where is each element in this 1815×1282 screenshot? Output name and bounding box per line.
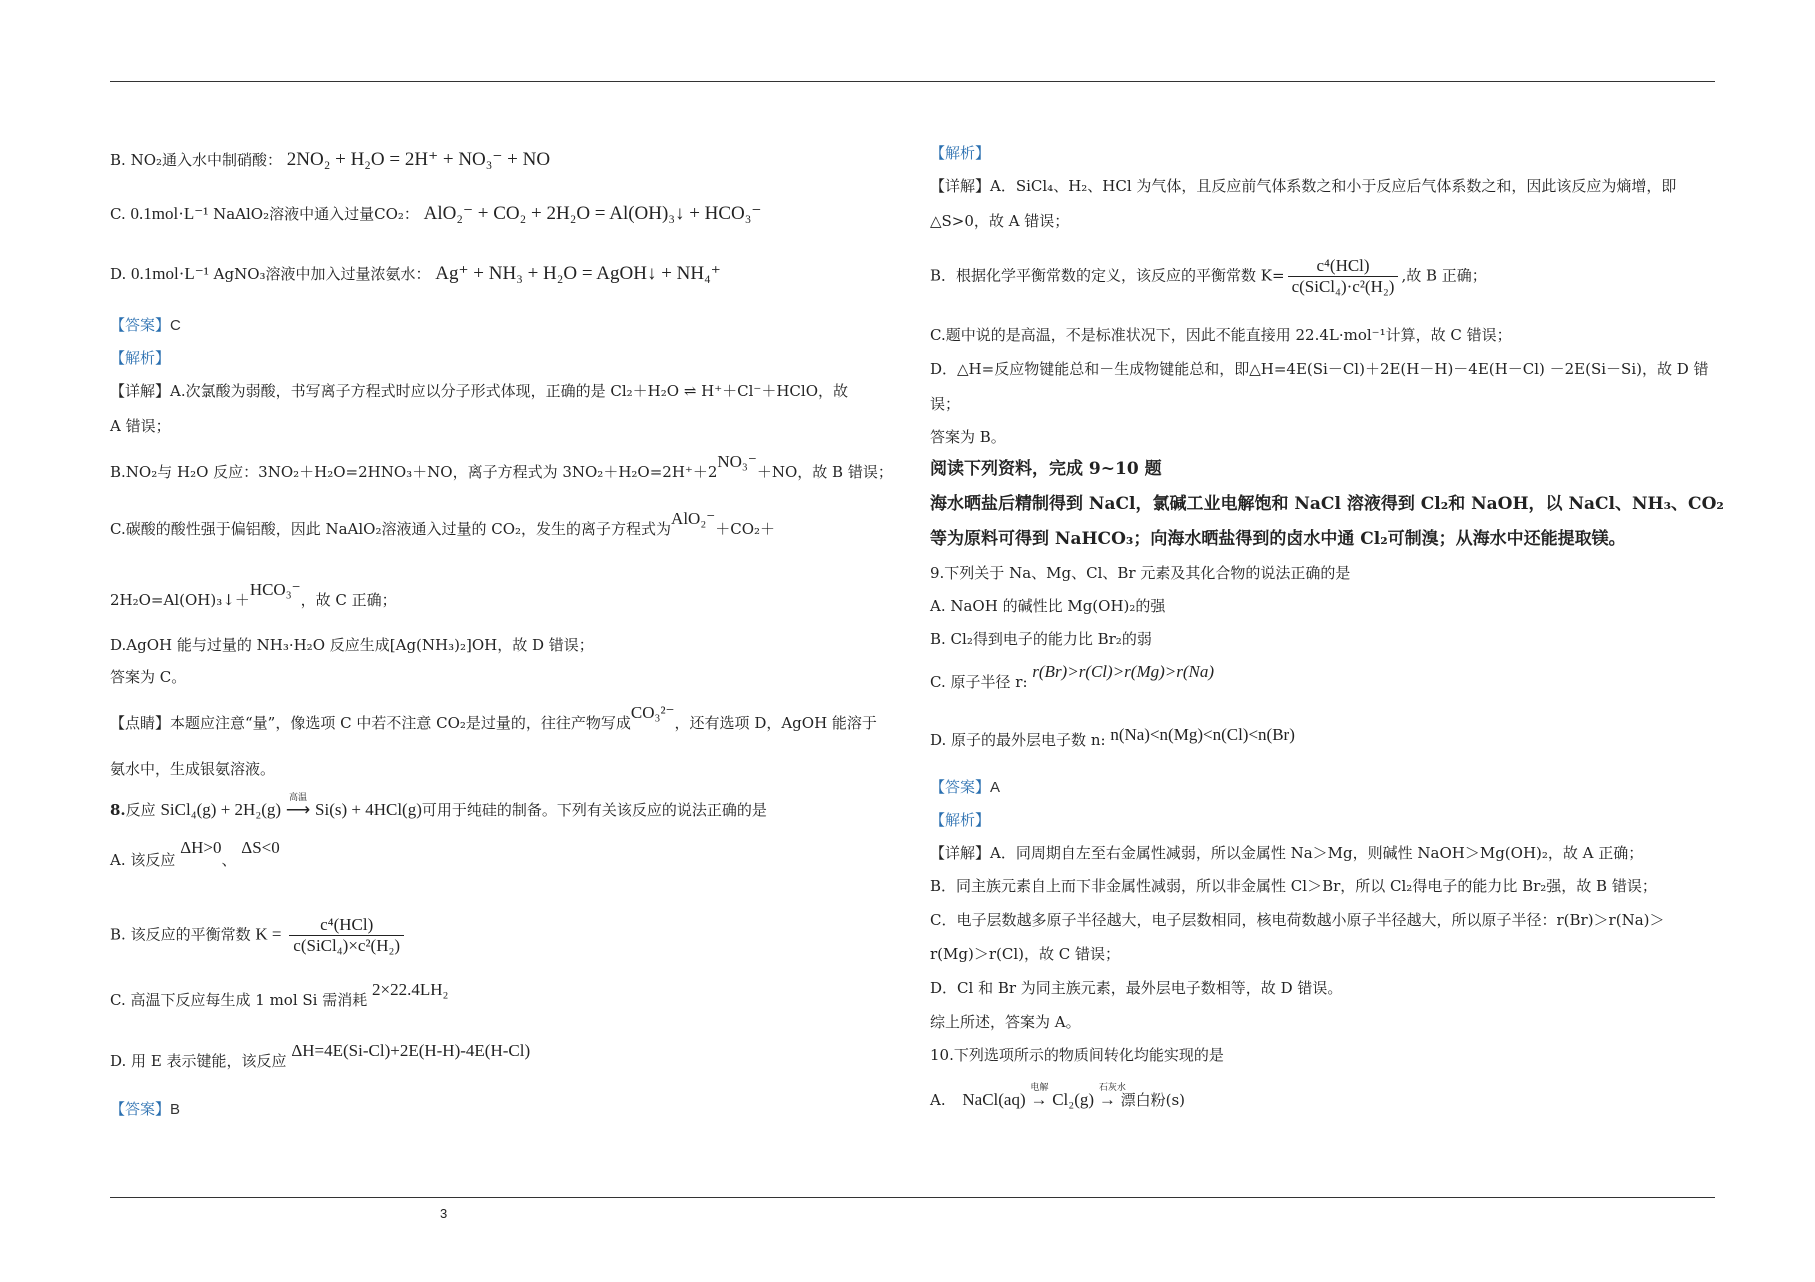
- reaction-arrow: 电解 →: [1030, 1090, 1047, 1110]
- equation: K =: [255, 924, 282, 944]
- fraction: [1288, 256, 1399, 297]
- answer2-line: [110, 1099, 180, 1120]
- detail-c: [110, 509, 776, 539]
- reaction-condition: 电解: [1030, 1082, 1049, 1092]
- detail-c: C.题中说的是高温，不是标准状况下，因此不能直接用 22.4L·mol⁻¹计算，故 C 错误；: [930, 326, 1512, 344]
- ion-formula: AlO₂⁻: [671, 509, 716, 528]
- concentration: 0.1mol·L⁻¹: [130, 204, 209, 223]
- q8-option-d: [110, 1041, 531, 1071]
- equation: 2NO₂ + H₂O = 2H⁺ + NO₃⁻ + NO: [286, 149, 551, 170]
- fraction: [289, 915, 404, 956]
- denominator: c(SiCl₄)×c²(H₂): [293, 936, 401, 955]
- reading-paragraph-line2: 等为原料可得到 NaHCO₃；向海水晒盐得到的卤水中通 Cl₂可制溴；从海水中还能提取镁。: [930, 529, 1626, 549]
- option-b: [110, 150, 550, 170]
- q9-summary: 综上所述，答案为 A。: [930, 1013, 1081, 1031]
- q9-detail-c-line1: C．电子层数越多原子半径越大，电子层数相同，核电荷数越小原子半径越大，所以原子半径：r(Br)＞r(Na)＞: [930, 911, 1665, 929]
- conclusion: 答案为 B。: [930, 428, 1006, 446]
- numerator: c⁴(HCl): [1288, 256, 1399, 277]
- equation: ΔH>0: [180, 838, 222, 857]
- reaction-condition: 石灰水: [1098, 1082, 1126, 1092]
- answer-tag: 【答案】: [110, 316, 171, 334]
- detail-d: D.AgOH 能与过量的 NH₃·H₂O 反应生成[Ag(NH₃)₂]OH，故 D 错误；: [110, 636, 594, 654]
- answer-value: B: [170, 1101, 181, 1118]
- option-label: B.: [110, 151, 126, 169]
- option-label: B.: [110, 925, 126, 944]
- equation: 漂白粉(s): [1120, 1091, 1185, 1109]
- answer-line: [110, 315, 181, 336]
- tip-text: 【点睛】本题应注意“量”，像选项 C 中若不注意 CO₂是过量的，往往产物写成: [110, 714, 631, 732]
- equation: Cl₂(g): [1052, 1090, 1095, 1109]
- ion-formula: HCO₃⁻: [249, 580, 301, 599]
- q8-option-b: [110, 915, 407, 956]
- conclusion: 答案为 C。: [110, 668, 187, 686]
- tip-line1: [110, 703, 877, 733]
- equation: NaCl(aq): [962, 1090, 1026, 1109]
- option-label: C.: [110, 205, 126, 223]
- detail-b: [930, 256, 1487, 297]
- answer-value: A: [990, 779, 1001, 796]
- option-text: 该反应的平衡常数: [130, 925, 251, 944]
- option-text: AgNO₃溶液中加入过量浓氨水：: [213, 265, 431, 283]
- option-d: [110, 264, 721, 284]
- reading-paragraph-line1: 海水晒盐后精制得到 NaCl，氯碱工业电解饱和 NaCl 溶液得到 Cl₂和 NaOH，以 NaCl、NH₃、CO₂: [930, 494, 1724, 514]
- question-8: [110, 792, 767, 820]
- q9-option-a: A. NaOH 的碱性比 Mg(OH)₂的强: [930, 597, 1166, 615]
- equation: r(Br)>r(Cl)>r(Mg)>r(Na): [1032, 662, 1215, 681]
- concentration: 0.1mol·L⁻¹: [131, 264, 209, 283]
- reaction-arrow: 高温 ⟶: [286, 800, 310, 820]
- detail-a-line2: A 错误；: [110, 417, 171, 435]
- equation: 2×22.4LH₂: [372, 980, 449, 999]
- option-label: C.: [930, 673, 946, 691]
- tip-text: ，还有选项 D，AgOH 能溶于: [674, 714, 877, 732]
- option-label: A.: [930, 1091, 946, 1109]
- option-c: [110, 204, 761, 224]
- option-label: D.: [110, 1052, 127, 1070]
- option-label: D.: [930, 731, 947, 749]
- detail-b: [110, 452, 893, 482]
- analysis-label: 【解析】: [110, 349, 171, 367]
- option-text: NO₂通入水中制硝酸：: [130, 151, 283, 169]
- detail-d-line2: 误；: [930, 395, 961, 413]
- answer-line: [930, 777, 1000, 798]
- option-label: C.: [110, 991, 126, 1009]
- equation: Ag⁺ + NH₃ + H₂O = AgOH↓ + NH₄⁺: [435, 263, 721, 284]
- question-10: 10.下列选项所示的物质间转化均能实现的是: [930, 1046, 1224, 1064]
- question-text: 可用于纯硅的制备。下列有关该反应的说法正确的是: [421, 801, 767, 819]
- q9-detail-b: B．同主族元素自上而下非金属性减弱，所以非金属性 Cl＞Br，所以 Cl₂得电子的能力比 Br₂强，故 B 错误；: [930, 877, 1657, 895]
- answer-tag: 【答案】: [110, 1100, 171, 1118]
- question-text: 反应: [125, 801, 156, 819]
- equation: n(Na)<n(Mg)<n(Cl)<n(Br): [1110, 725, 1295, 744]
- analysis-tag: [110, 348, 170, 368]
- equation: ΔH=4E(Si-Cl)+2E(H-H)-4E(H-Cl): [291, 1041, 531, 1060]
- numerator: c⁴(HCl): [289, 915, 404, 936]
- analysis-tag: [930, 143, 990, 163]
- q9-option-d: [930, 725, 1295, 750]
- ion-formula: CO₃²⁻: [630, 703, 675, 722]
- detail-text: ＋NO，故 B 错误；: [756, 463, 893, 481]
- q9-detail-c-line2: r(Mg)＞r(Cl)，故 C 错误；: [930, 945, 1120, 963]
- option-text: 原子半径 r:: [950, 673, 1028, 691]
- detail-text: ，故 C 正确；: [300, 591, 397, 609]
- option-text: 该反应: [130, 851, 176, 869]
- equation: AlO₂⁻ + CO₂ + 2H₂O = Al(OH)₃↓ + HCO₃⁻: [423, 203, 762, 224]
- denominator: c(SiCl₄)·c²(H₂): [1291, 277, 1395, 296]
- detail-text: B．根据化学平衡常数的定义，该反应的平衡常数 K=: [930, 266, 1285, 285]
- detail-text: B.NO₂与 H₂O 反应：3NO₂＋H₂O=2HNO₃＋NO，离子方程式为 3NO₂＋H₂O=2H⁺＋2: [110, 463, 718, 481]
- equation: Si(s) + 4HCl(g): [315, 800, 422, 819]
- option-label: D.: [110, 265, 127, 283]
- question-9: 9.下列关于 Na、Mg、Cl、Br 元素及其化合物的说法正确的是: [930, 564, 1351, 582]
- answer-value: C: [170, 317, 181, 334]
- analysis2-tag: [930, 810, 990, 830]
- detail-text: C.碳酸的酸性强于偏铝酸，因此 NaAlO₂溶液通入过量的 CO₂，发生的离子方程式为: [110, 520, 672, 538]
- answer-tag: 【答案】: [930, 778, 991, 796]
- reaction-condition: 高温: [289, 792, 308, 802]
- header-rule: [110, 81, 1715, 82]
- q10-option-a: [930, 1082, 1185, 1110]
- ion-formula: NO₃⁻: [717, 452, 757, 471]
- detail-c2: [110, 580, 397, 610]
- q8-option-c: [110, 980, 449, 1010]
- option-text: 原子的最外层电子数 n:: [951, 731, 1106, 749]
- detail-text: ,故 B 正确；: [1401, 266, 1487, 285]
- reading-title: 阅读下列资料，完成 9~10 题: [930, 459, 1162, 479]
- page-number: 3: [440, 1206, 448, 1221]
- detail-a-line2: △S>0，故 A 错误；: [930, 212, 1070, 230]
- option-label: A.: [110, 851, 126, 869]
- separator: 、: [221, 851, 237, 869]
- detail-text: ＋CO₂＋: [715, 520, 776, 538]
- analysis-label: 【解析】: [930, 811, 991, 829]
- option-text: 高温下反应每生成 1 mol Si 需消耗: [130, 991, 368, 1009]
- detail-d-line1: D．△H=反应物键能总和－生成物键能总和，即△H=4E(Si－Cl)＋2E(H－H)－4E(H－Cl) －2E(Si－Si)，故 D 错: [930, 360, 1709, 378]
- equation: SiCl₄(g) + 2H₂(g): [160, 800, 282, 819]
- option-text: 用 E 表示键能，该反应: [131, 1052, 287, 1070]
- q9-detail-d: D．Cl 和 Br 为同主族元素，最外层电子数相等，故 D 错误。: [930, 979, 1343, 997]
- q9-detail-a: 【详解】A．同周期自左至右金属性减弱，所以金属性 Na＞Mg，则碱性 NaOH＞Mg(OH)₂，故 A 正确；: [930, 844, 1644, 862]
- reaction-arrow: 石灰水 →: [1099, 1090, 1116, 1110]
- option-text: NaAlO₂溶液中通入过量CO₂：: [213, 205, 419, 223]
- question-number: 8.: [110, 801, 126, 819]
- q9-option-c: [930, 662, 1215, 692]
- detail-a-line1: 【详解】A．SiCl₄、H₂、HCl 为气体，且反应前气体系数之和小于反应后气体系数之和，因此该反应为熵增，即: [930, 177, 1677, 195]
- q9-option-b: B. Cl₂得到电子的能力比 Br₂的弱: [930, 630, 1152, 648]
- footer-rule: [110, 1197, 1715, 1198]
- q8-option-a: [110, 838, 280, 870]
- detail-text: 2H₂O=Al(OH)₃↓＋: [110, 591, 250, 609]
- tip-line2: 氨水中，生成银氨溶液。: [110, 760, 276, 778]
- analysis-label: 【解析】: [930, 144, 991, 162]
- detail-a-line1: 【详解】A.次氯酸为弱酸，书写离子方程式时应以分子形式体现，正确的是 Cl₂＋H₂O ⇌ H⁺＋Cl⁻＋HClO，故: [110, 382, 848, 400]
- equation: ΔS<0: [241, 838, 280, 857]
